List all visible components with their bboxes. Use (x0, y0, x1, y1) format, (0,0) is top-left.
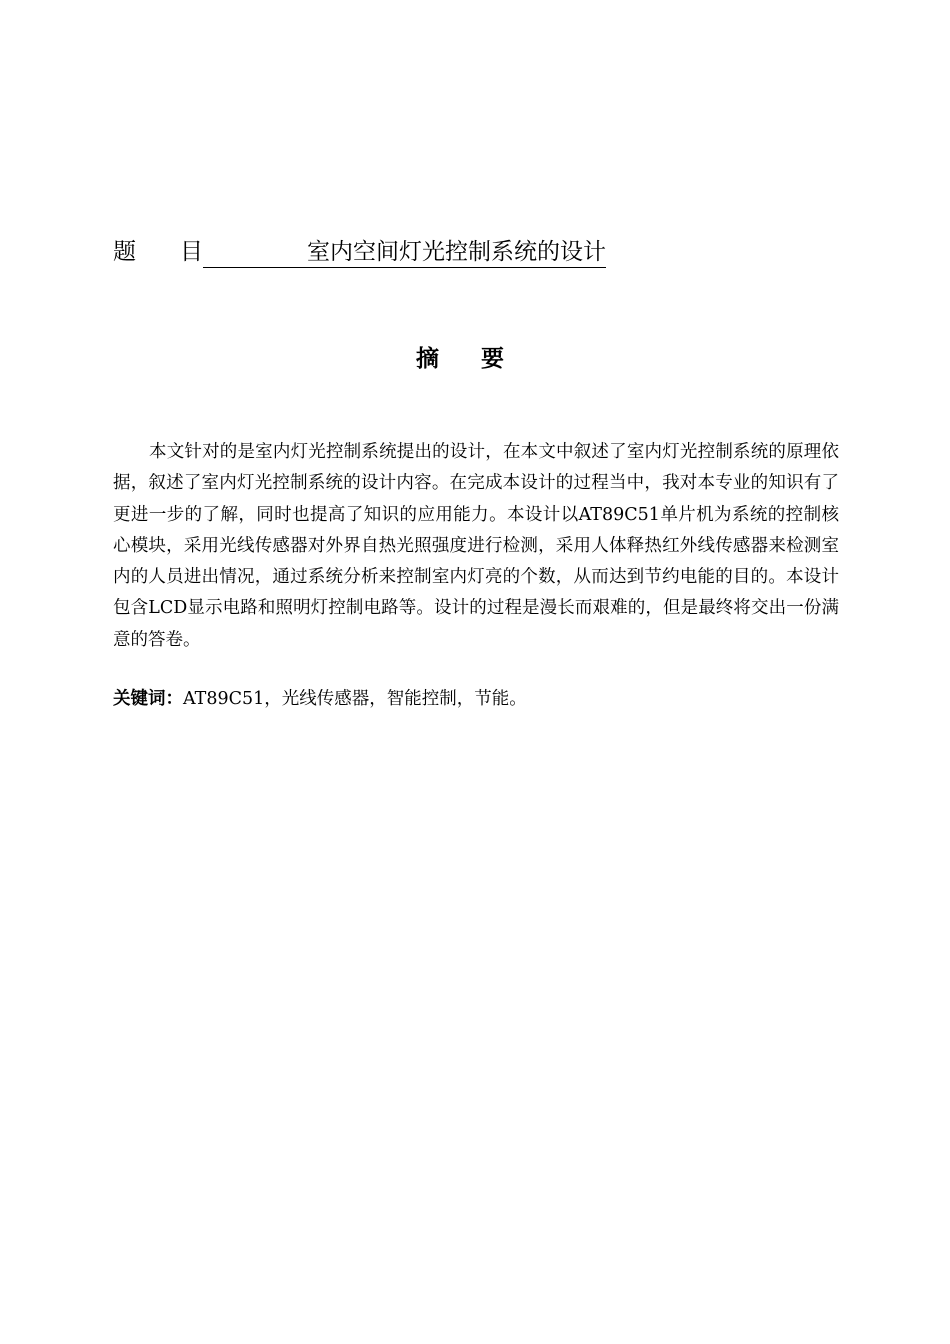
abstract-heading-char1: 摘 (416, 346, 439, 372)
title-label-char2: 目 (180, 239, 203, 265)
abstract-heading (0, 340, 920, 373)
thesis-title: 室内空间灯光控制系统的设计 (203, 237, 606, 268)
abstract-paragraph: 本文针对的是室内灯光控制系统提出的设计，在本文中叙述了室内灯光控制系统的原理依据，叙述了室内灯光控制系统的设计内容。在完成本设计的过程当中，我对本专业的知识有了更进一步的了解，同时也提高了知识的应用能力。本设计以AT89C51单片机为系统的控制核心模块，采用光线传感器对外界自热光照强度进行检测，采用人体释热红外线传感器来检测室内的人员进出情况，通过系统分析来控制室内灯亮的个数，从而达到节约电能的目的。本设计包含LCD显示电路和照明灯控制电路等。设计的过程是漫长而艰难的，但是最终将交出一份满意的答卷。 (113, 442, 839, 650)
title-label (113, 232, 203, 272)
keywords-label: 关键词： (113, 689, 183, 709)
title-label-char1: 题 (113, 239, 136, 265)
thesis-title-line (113, 232, 606, 272)
abstract-heading-char2: 要 (481, 346, 504, 372)
keywords-text: AT89C51，光线传感器，智能控制，节能。 (183, 689, 527, 709)
keywords-line (113, 685, 839, 713)
